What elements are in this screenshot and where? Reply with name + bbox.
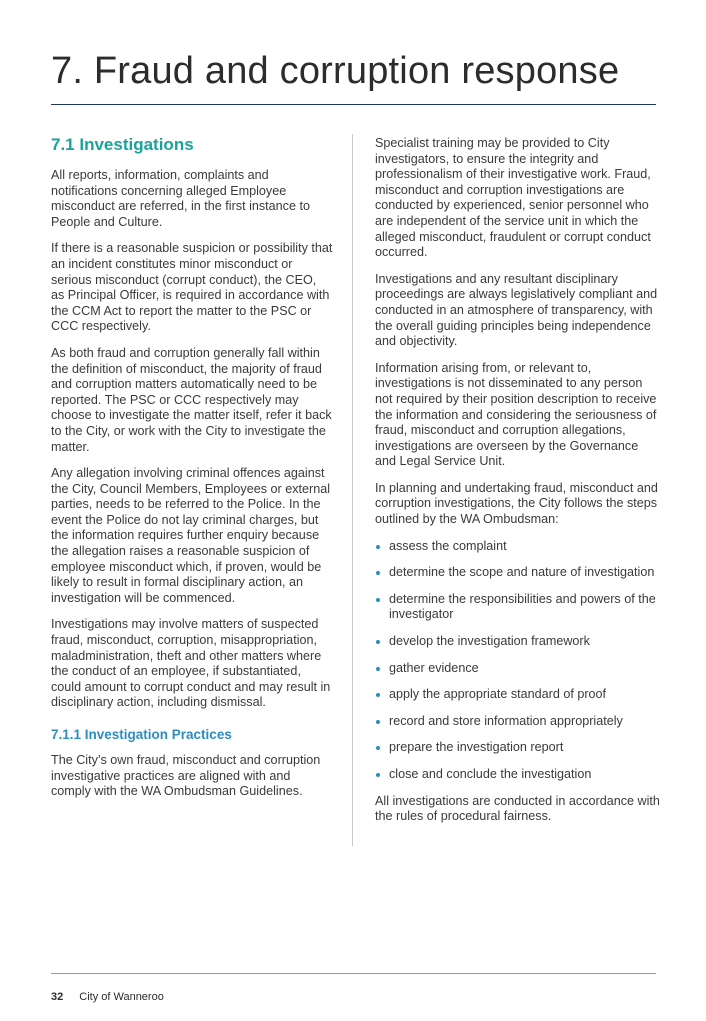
subsection-heading: 7.1.1 Investigation Practices — [51, 727, 232, 742]
bullet-icon — [376, 571, 380, 575]
list-item — [375, 687, 660, 703]
bullet-icon — [376, 693, 380, 697]
right-column — [375, 136, 660, 836]
list-item-text: close and conclude the investigation — [389, 767, 592, 781]
footer-organisation: City of Wanneroo — [79, 991, 164, 1003]
bullet-icon — [376, 640, 380, 644]
paragraph: All investigations are conducted in accordance with the rules of procedural fairness. — [375, 793, 660, 824]
list-item-text: determine the scope and nature of investigation — [389, 565, 655, 580]
list-item — [375, 634, 660, 650]
ombudsman-steps-list — [375, 539, 660, 783]
bullet-icon — [376, 746, 380, 750]
paragraph: In planning and undertaking fraud, misconduct and corruption investigations, the City follows the steps outlined by the WA Ombudsman: — [375, 480, 658, 527]
paragraph: All reports, information, complaints and notifications concerning alleged Employee misconduct are referred, in the first instance to People and Culture. — [51, 168, 310, 229]
list-item — [375, 661, 660, 677]
page-title: 7. Fraud and corruption response — [51, 50, 620, 92]
list-item — [375, 539, 660, 555]
title-divider — [51, 104, 656, 105]
list-item-text: determine the responsibilities and powers of the investigator — [389, 591, 656, 622]
paragraph: As both fraud and corruption generally fall within the definition of misconduct, the majority of fraud and corruption matters automatically need to be reported. The PSC or CCC respectively may choose to investigate the matter itself, refer it back to the City, or work with the City to investigate the matter. — [51, 345, 332, 454]
bullet-icon — [376, 720, 380, 724]
paragraph: Investigations and any resultant disciplinary proceedings are always legislatively compliant and conducted in an atmosphere of transparency, with the overall guiding principles being independence and objectivity. — [375, 271, 658, 349]
bullet-icon — [376, 598, 380, 602]
list-item — [375, 767, 660, 783]
list-item — [375, 714, 660, 730]
bullet-icon — [376, 773, 380, 777]
paragraph: Specialist training may be provided to City investigators, to ensure the integrity and professionalism of their investigative work. Fraud, misconduct and corruption investigations are conducted by experienced, senior personnel who are independent of the service unit in which the alleged misconduct, fraudulent or corrupt conduct occurred. — [375, 136, 651, 260]
bullet-icon — [376, 667, 380, 671]
footer-divider — [51, 973, 656, 974]
list-item — [375, 740, 660, 756]
page-number: 32 — [51, 991, 64, 1003]
list-item-text: record and store information appropriately — [389, 713, 623, 728]
column-divider — [352, 134, 353, 846]
list-item-text: prepare the investigation report — [389, 740, 564, 755]
list-item — [375, 565, 660, 581]
section-heading: 7.1 Investigations — [51, 135, 194, 154]
paragraph: Information arising from, or relevant to, investigations is not disseminated to any person not required by their position description to receive the information and considering the seriousness of fraud, misconduct and corruption allegations, investigations are overseen by the Governance and Legal Service Unit. — [375, 360, 657, 469]
paragraph: The City’s own fraud, misconduct and corruption investigative practices are aligned with and comply with the WA Ombudsman Guidelines. — [51, 753, 321, 799]
page-footer — [51, 991, 164, 1003]
paragraph: If there is a reasonable suspicion or possibility that an incident constitutes minor misconduct or serious misconduct (corrupt conduct), the CEO, as Principal Officer, is required in accordance with the CCM Act to report the matter to the PSC or CCC respectively. — [51, 241, 333, 334]
paragraph: Investigations may involve matters of suspected fraud, misconduct, corruption, misappropriation, maladministration, theft and other matters where the conduct of an employee, if substantiated, could amount to corrupt conduct and may result in disciplinary action, including dismissal. — [51, 617, 331, 710]
list-item-text: gather evidence — [389, 660, 479, 675]
list-item-text: assess the complaint — [389, 538, 507, 553]
left-column — [51, 134, 333, 811]
paragraph: Any allegation involving criminal offences against the City, Council Members, Employees or external parties, needs to be referred to the Police. In the event the Police do not lay criminal charges, but the information requires further enquiry because the allegation raises a reasonable suspicion of employee misconduct which, if proven, would be likely to result in formal disciplinary action, an investigation will be commenced. — [51, 466, 331, 605]
list-item-text: apply the appropriate standard of proof — [389, 687, 607, 702]
bullet-icon — [376, 545, 380, 549]
list-item-text: develop the investigation framework — [389, 634, 590, 649]
list-item — [375, 592, 660, 623]
